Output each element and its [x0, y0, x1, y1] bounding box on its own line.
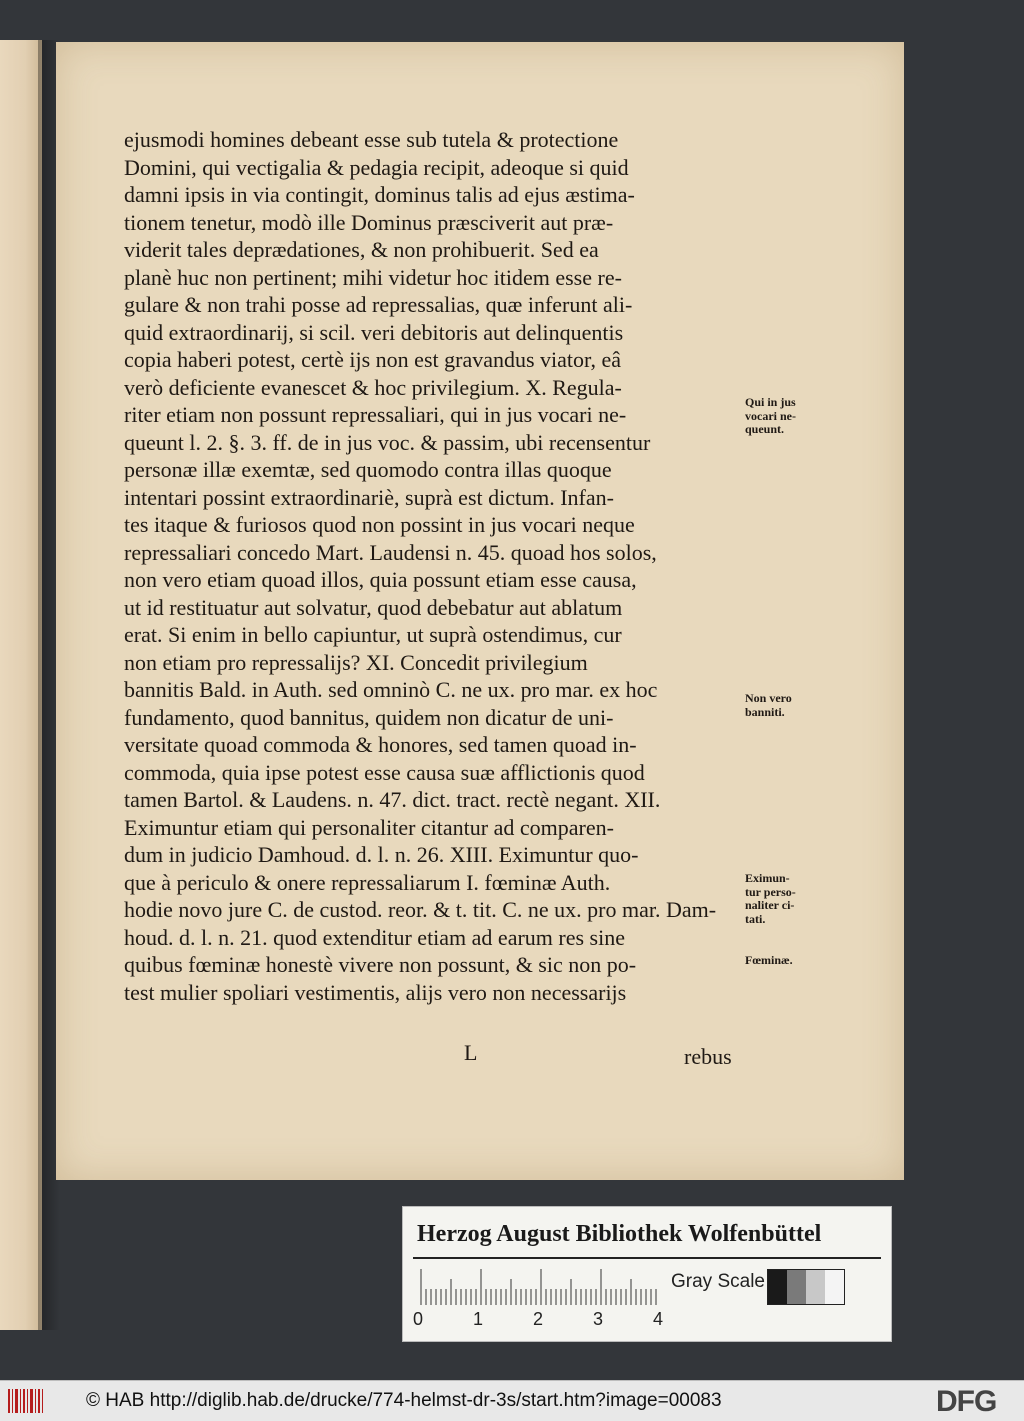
text-line: Eximuntur etiam qui personaliter citantur ad comparen- [124, 814, 614, 840]
text-line: damni ipsis in via contingit, dominus talis ad ejus æstima- [124, 182, 635, 207]
margin-note-line: Qui in jus [745, 395, 796, 409]
gray-scale-label: Gray Scale [671, 1271, 765, 1292]
margin-note-qui-in-jus [745, 396, 796, 437]
margin-note-line: queunt. [745, 422, 785, 436]
text-line: quibus fœminæ honestè vivere non possunt, & sic non po- [124, 952, 637, 977]
text-line: non vero etiam quoad illos, quia possunt etiam esse causa, [124, 567, 637, 592]
text-line: commoda, quia ipse potest esse causa suæ afflictionis quod [124, 759, 645, 785]
facing-page-edge [0, 40, 42, 1330]
ruler-number: 1 [473, 1309, 484, 1329]
text-line: non etiam pro repressalijs? XI. Concedit privilegium [124, 649, 588, 675]
text-line: queunt l. 2. §. 3. ff. de in jus voc. & passim, ubi recensentur [124, 429, 651, 455]
library-color-chart-label [402, 1206, 892, 1342]
text-line: hodie novo jure C. de custod. reor. & t. tit. C. ne ux. pro mar. Dam- [124, 897, 717, 922]
text-line: bannitis Bald. in Auth. sed omninò C. ne ux. pro mar. ex hoc [124, 677, 658, 702]
ruler-number: 0 [413, 1309, 424, 1329]
margin-note-line: naliter ci- [745, 898, 795, 912]
text-line: personæ illæ exemtæ, sed quomodo contra illas quoque [124, 457, 612, 482]
text-line: intentari possint extraordinariè, suprà est dictum. Infan- [124, 484, 614, 510]
gray-scale-swatches [767, 1269, 845, 1305]
margin-note-non-vero [745, 692, 792, 719]
text-line: tionem tenetur, modò ille Dominus præsciverit aut præ- [124, 209, 614, 235]
text-line: verò deficiente evanescet & hoc privilegium. X. Regula- [124, 374, 622, 400]
text-line: Domini, qui vectigalia & pedagia recipit, adeoque si quid [124, 154, 629, 180]
text-line: test mulier spoliari vestimentis, alijs vero non necessarijs [124, 979, 627, 1005]
margin-note-foeminae [745, 954, 793, 968]
margin-note-line: tati. [745, 911, 766, 926]
gray-swatch [787, 1270, 806, 1304]
text-line: houd. d. l. n. 21. quod extenditur etiam ad earum res sine [124, 924, 625, 950]
label-divider [413, 1257, 881, 1259]
ruler-numbers [413, 1309, 673, 1331]
text-line: planè huc non pertinent; mihi videtur hoc itidem esse re- [124, 264, 622, 290]
margin-note-line: Eximun- [745, 871, 790, 885]
text-line: que à periculo & onere repressaliarum I. fœminæ Auth. [124, 869, 611, 895]
margin-note-line: Fœminæ. [745, 953, 793, 967]
signature-mark: L [464, 1040, 478, 1065]
gray-swatch [825, 1270, 844, 1304]
text-line: ut id restituatur aut solvatur, quod debebatur aut ablatum [124, 594, 623, 620]
margin-note-line: vocari ne- [745, 408, 796, 423]
text-line: erat. Si enim in bello capiuntur, ut suprà ostendimus, cur [124, 622, 622, 647]
ruler-number: 4 [653, 1309, 664, 1329]
dfg-logo: DFG [936, 1385, 997, 1418]
text-line: ejusmodi homines debeant esse sub tutela & protectione [124, 127, 619, 152]
margin-note-eximuntur [745, 872, 796, 926]
text-line: dum in judicio Damhoud. d. l. n. 26. XIII. Eximuntur quo- [124, 842, 639, 867]
text-line: gulare & non trahi posse ad repressalias, quæ inferunt ali- [124, 292, 633, 317]
text-line: copia haberi potest, certè ijs non est gravandus viator, eâ [124, 347, 621, 372]
margin-note-line: Non vero [745, 691, 792, 705]
gray-swatch [806, 1270, 825, 1304]
text-line: versitate quoad commoda & honores, sed tamen quoad in- [124, 732, 637, 757]
barcode-icon [6, 1385, 46, 1417]
text-line: quid extraordinarij, si scil. veri debitoris aut delinquentis [124, 319, 624, 345]
margin-note-line: tur perso- [745, 884, 796, 899]
ruler-scale [419, 1269, 659, 1305]
text-line: fundamento, quod bannitus, quidem non dicatur de uni- [124, 704, 614, 730]
text-line: viderit tales deprædationes, & non prohibuerit. Sed ea [124, 237, 599, 262]
ruler-number: 2 [533, 1309, 544, 1329]
library-name: Herzog August Bibliothek Wolfenbüttel [417, 1221, 822, 1247]
page-body-text [124, 126, 764, 1006]
text-line: repressaliari concedo Mart. Laudensi n. 45. quoad hos solos, [124, 539, 657, 565]
catchword: rebus [684, 1044, 732, 1069]
text-line: tamen Bartol. & Laudens. n. 47. dict. tract. rectè negant. XII. [124, 787, 661, 812]
copyright-url-text: © HAB http://diglib.hab.de/drucke/774-helmst-dr-3s/start.htm?image=00083 [86, 1390, 722, 1411]
ruler-number: 3 [593, 1309, 604, 1329]
text-line: tes itaque & furiosos quod non possint in jus vocari neque [124, 512, 635, 537]
footer-bar [0, 1380, 1024, 1421]
margin-note-line: banniti. [745, 704, 785, 719]
text-line: riter etiam non possunt repressaliari, qui in jus vocari ne- [124, 402, 627, 427]
gray-swatch [768, 1270, 787, 1304]
